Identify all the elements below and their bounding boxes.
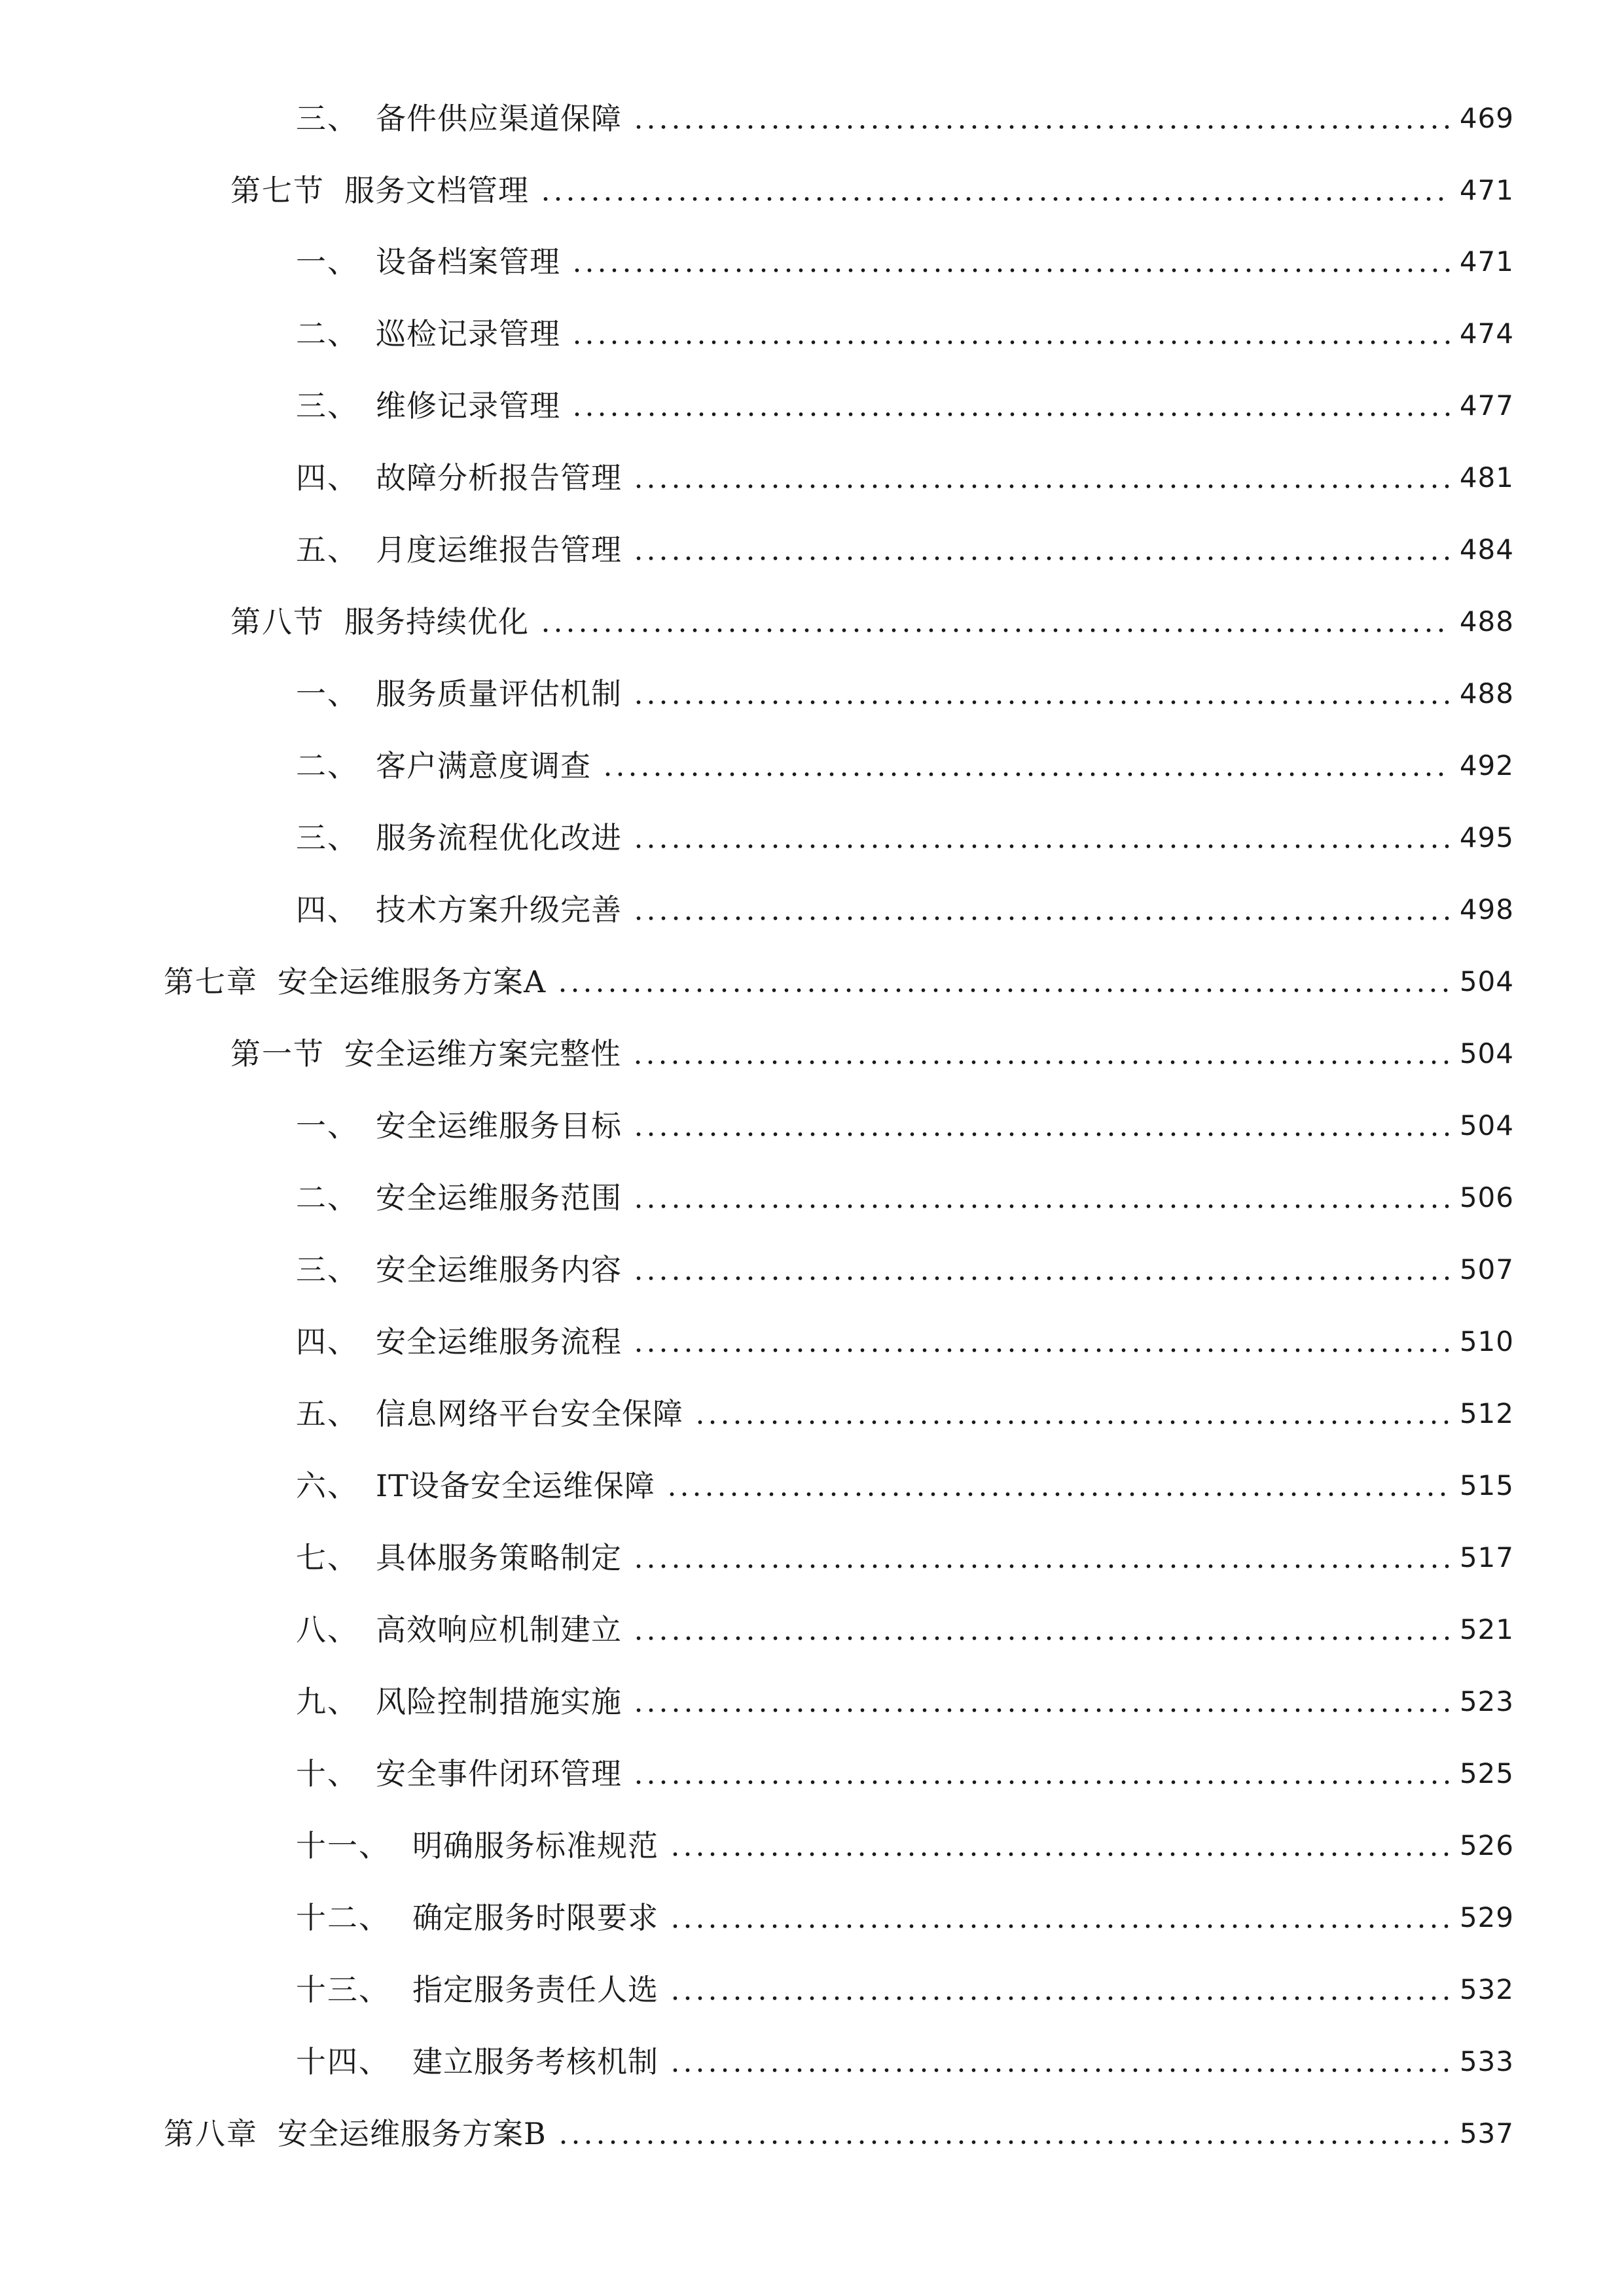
toc-entry[interactable]	[0, 164, 1624, 217]
dot-leader	[632, 884, 1451, 936]
toc-entry-page: 537	[1459, 2117, 1514, 2149]
toc-entry-title: 备件供应渠道保障	[376, 101, 622, 136]
toc-entry-page: 533	[1459, 2045, 1514, 2077]
toc-entry-number: 九、	[296, 1684, 359, 1719]
toc-entry[interactable]	[0, 812, 1624, 864]
toc-entry-number: 三、	[296, 388, 359, 423]
toc-entry[interactable]	[0, 1748, 1624, 1800]
toc-entry-title: 安全运维服务目标	[376, 1108, 622, 1143]
toc-entry[interactable]	[0, 884, 1624, 936]
toc-entry[interactable]	[0, 740, 1624, 792]
toc-entry-page: 517	[1459, 1541, 1514, 1573]
toc-entry-number: 六、	[296, 1468, 359, 1503]
toc-entry-number: 第七章	[164, 964, 258, 999]
toc-entry[interactable]	[0, 1028, 1624, 1080]
toc-entry-number: 四、	[296, 892, 359, 927]
toc-entry-title: 安全事件闭环管理	[376, 1756, 622, 1791]
toc-entry-title: 服务流程优化改进	[376, 820, 622, 855]
toc-entry-title: 技术方案升级完善	[376, 892, 622, 927]
dot-leader	[632, 1748, 1451, 1800]
toc-entry-number: 三、	[296, 1252, 359, 1287]
dot-leader	[571, 380, 1451, 432]
toc-entry-title: 指定服务责任人选	[412, 1972, 659, 2007]
dot-leader	[669, 2036, 1451, 2088]
toc-entry-number: 三、	[296, 820, 359, 855]
toc-entry[interactable]	[0, 668, 1624, 720]
toc-entry-title: 客户满意度调查	[376, 748, 591, 783]
toc-entry-title: 月度运维报告管理	[376, 532, 622, 567]
toc-entry[interactable]	[0, 236, 1624, 288]
dot-leader	[632, 1028, 1451, 1080]
dot-leader	[632, 1172, 1451, 1224]
dot-leader	[632, 452, 1451, 504]
toc-entry[interactable]	[0, 452, 1624, 504]
toc-entry[interactable]	[0, 1172, 1624, 1224]
toc-entry-number: 十三、	[296, 1972, 390, 2007]
toc-entry-page: 477	[1459, 389, 1514, 422]
toc-entry[interactable]	[0, 524, 1624, 576]
toc-entry-page: 469	[1459, 102, 1514, 134]
dot-leader	[602, 740, 1451, 792]
toc-entry[interactable]	[0, 956, 1624, 1008]
toc-entry-number: 十四、	[296, 2044, 390, 2079]
dot-leader	[632, 668, 1451, 720]
toc-entry-number: 第一节	[230, 1036, 325, 1071]
toc-entry[interactable]	[0, 1244, 1624, 1296]
toc-entry-number: 三、	[296, 101, 359, 136]
toc-entry-title: 明确服务标准规范	[412, 1828, 659, 1863]
toc-entry[interactable]	[0, 596, 1624, 648]
toc-entry-page: 495	[1459, 821, 1514, 853]
toc-entry-title: 维修记录管理	[376, 388, 560, 423]
toc-entry-number: 二、	[296, 1180, 359, 1215]
toc-entry-page: 523	[1459, 1685, 1514, 1717]
dot-leader	[632, 1532, 1451, 1584]
dot-leader	[632, 1316, 1451, 1368]
toc-entry-title: 服务文档管理	[344, 173, 529, 208]
toc-entry[interactable]	[0, 1100, 1624, 1152]
toc-entry[interactable]	[0, 1316, 1624, 1368]
toc-entry-title: 安全运维服务内容	[376, 1252, 622, 1287]
toc-entry-page: 488	[1459, 605, 1514, 637]
toc-entry-page: 512	[1459, 1397, 1514, 1429]
dot-leader	[571, 308, 1451, 360]
toc-entry-page: 488	[1459, 677, 1514, 709]
dot-leader	[571, 236, 1451, 288]
toc-entry-title: 安全运维服务范围	[376, 1180, 622, 1215]
toc-entry-number: 第八章	[164, 2116, 258, 2151]
dot-leader	[669, 1964, 1451, 2016]
toc-entry-number: 十、	[296, 1756, 359, 1791]
toc-entry-page: 525	[1459, 1757, 1514, 1789]
toc-entry-title: 信息网络平台安全保障	[376, 1396, 683, 1431]
dot-leader	[632, 1676, 1451, 1728]
toc-entry[interactable]	[0, 1604, 1624, 1656]
toc-entry-number: 一、	[296, 244, 359, 279]
toc-entry[interactable]	[0, 1676, 1624, 1728]
toc-entry[interactable]	[0, 380, 1624, 432]
toc-entry-page: 504	[1459, 965, 1514, 997]
toc-entry-title: 高效响应机制建立	[376, 1612, 622, 1647]
dot-leader	[669, 1892, 1451, 1944]
dot-leader	[557, 2108, 1451, 2160]
toc-entry-page: 471	[1459, 174, 1514, 206]
dot-leader	[632, 812, 1451, 864]
dot-leader	[539, 596, 1451, 648]
toc-entry-title: IT设备安全运维保障	[376, 1468, 655, 1503]
toc-entry-title: 安全运维方案完整性	[344, 1036, 621, 1071]
dot-leader	[632, 1244, 1451, 1296]
toc-entry-number: 第八节	[230, 604, 325, 639]
toc-entry[interactable]	[0, 92, 1624, 145]
toc-entry[interactable]	[0, 2036, 1624, 2088]
toc-entry-title: 具体服务策略制定	[376, 1540, 622, 1575]
toc-entry-title: 故障分析报告管理	[376, 460, 622, 495]
toc-entry-page: 471	[1459, 245, 1514, 278]
toc-entry-page: 515	[1459, 1469, 1514, 1501]
toc-entry-number: 七、	[296, 1540, 359, 1575]
dot-leader	[632, 92, 1451, 145]
toc-entry-page: 474	[1459, 317, 1514, 350]
toc-entry-page: 510	[1459, 1325, 1514, 1357]
toc-entry-page: 507	[1459, 1253, 1514, 1285]
toc-entry-number: 二、	[296, 748, 359, 783]
toc-entry-number: 八、	[296, 1612, 359, 1647]
toc-entry-title: 设备档案管理	[376, 244, 560, 279]
toc-entry-title: 服务质量评估机制	[376, 676, 622, 711]
dot-leader	[694, 1388, 1451, 1440]
toc-entry[interactable]	[0, 1964, 1624, 2016]
toc-entry[interactable]	[0, 1892, 1624, 1944]
toc-entry-number: 一、	[296, 1108, 359, 1143]
toc-entry[interactable]	[0, 1532, 1624, 1584]
toc-entry-page: 532	[1459, 1973, 1514, 2005]
dot-leader	[632, 1100, 1451, 1152]
toc-entry-number: 十一、	[296, 1828, 390, 1863]
toc-entry-title: 安全运维服务方案B	[278, 2116, 547, 2151]
toc-entry-page: 506	[1459, 1181, 1514, 1213]
toc-entry[interactable]	[0, 1460, 1624, 1512]
toc-entry[interactable]	[0, 1820, 1624, 1872]
toc-entry-number: 第七节	[230, 173, 325, 208]
toc-entry-page: 504	[1459, 1037, 1514, 1069]
toc-entry-page: 492	[1459, 749, 1514, 781]
toc-entry-number: 二、	[296, 316, 359, 351]
dot-leader	[539, 164, 1451, 217]
toc-entry-title: 安全运维服务流程	[376, 1324, 622, 1359]
toc-entry[interactable]	[0, 1388, 1624, 1440]
dot-leader	[632, 1604, 1451, 1656]
toc-entry-number: 十二、	[296, 1900, 390, 1935]
toc-entry[interactable]	[0, 308, 1624, 360]
toc-entry-title: 安全运维服务方案A	[278, 964, 547, 999]
toc-entry-title: 服务持续优化	[344, 604, 529, 639]
toc-entry-number: 五、	[296, 532, 359, 567]
toc-entry[interactable]	[0, 2108, 1624, 2160]
toc-entry-page: 498	[1459, 893, 1514, 925]
toc-entry-title: 确定服务时限要求	[412, 1900, 659, 1935]
toc-entry-number: 五、	[296, 1396, 359, 1431]
toc-entry-title: 风险控制措施实施	[376, 1684, 622, 1719]
toc-entry-number: 一、	[296, 676, 359, 711]
toc-entry-page: 481	[1459, 461, 1514, 493]
toc-entry-page: 529	[1459, 1901, 1514, 1933]
toc-entry-page: 504	[1459, 1109, 1514, 1141]
dot-leader	[669, 1820, 1451, 1872]
toc-entry-number: 四、	[296, 460, 359, 495]
toc-entry-number: 四、	[296, 1324, 359, 1359]
toc-entry-title: 建立服务考核机制	[412, 2044, 659, 2079]
toc-entry-page: 521	[1459, 1613, 1514, 1645]
dot-leader	[632, 524, 1451, 576]
toc-entry-page: 526	[1459, 1829, 1514, 1861]
toc-entry-page: 484	[1459, 533, 1514, 565]
dot-leader	[556, 956, 1451, 1008]
dot-leader	[666, 1460, 1451, 1512]
toc-entry-title: 巡检记录管理	[376, 316, 560, 351]
